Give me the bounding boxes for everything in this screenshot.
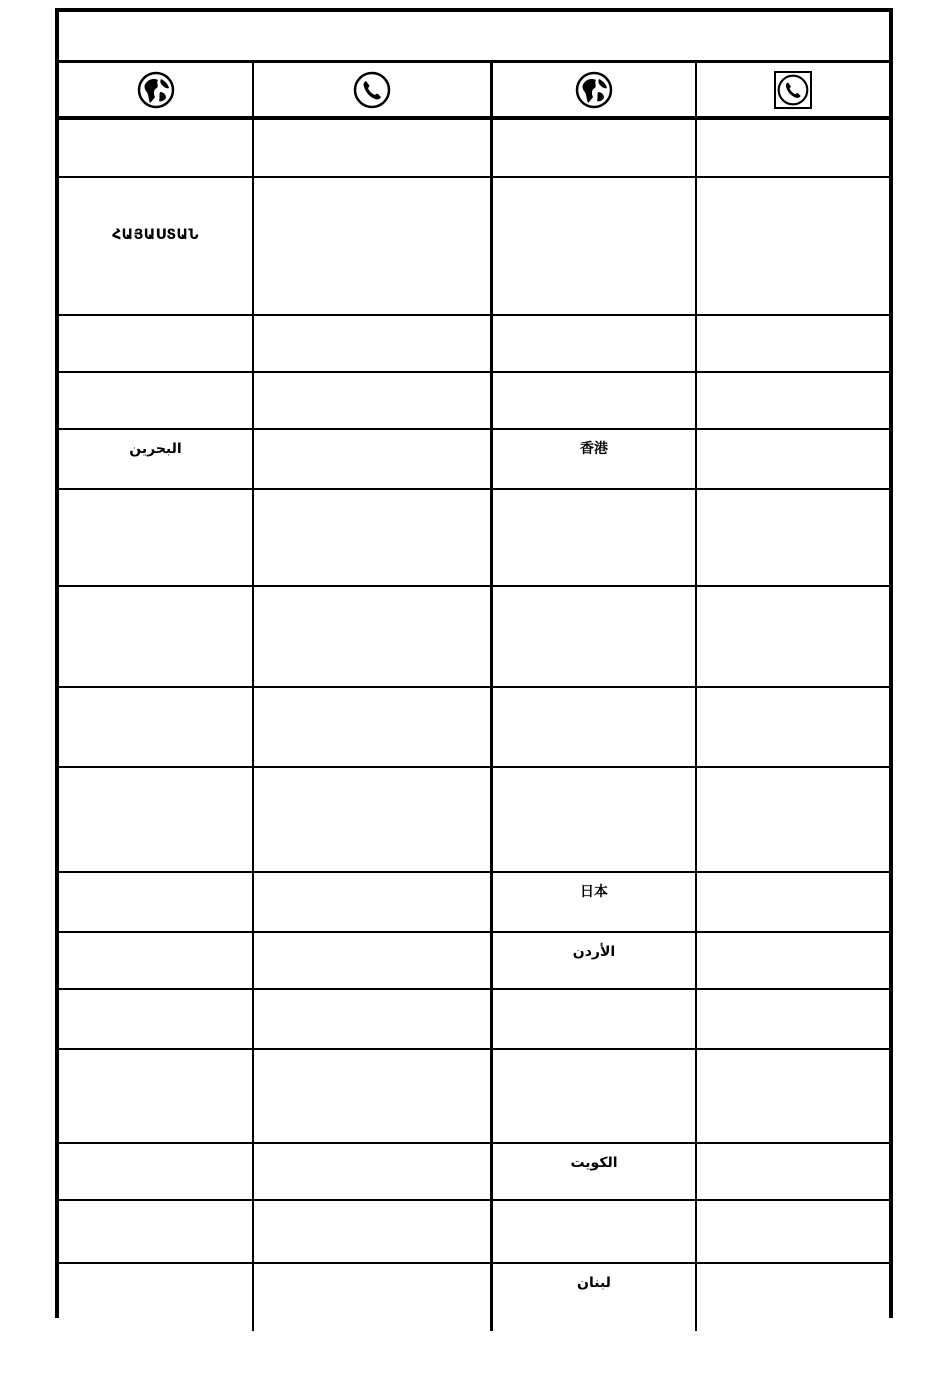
table-row [59,587,889,688]
phone-cell [697,120,889,176]
phone-cell [254,1144,493,1199]
header-phone-cell-2 [697,63,889,116]
phone-cell [254,873,493,931]
country-cell: 香港 [493,430,697,488]
phone-cell [697,430,889,488]
country-cell [493,178,697,314]
country-cell [493,373,697,428]
phone-cell [697,373,889,428]
phone-cell [697,490,889,585]
table-row [59,316,889,373]
country-cell [59,990,254,1048]
phone-cell [697,1050,889,1142]
table-row [59,178,889,316]
country-cell [59,1264,254,1331]
country-cell [493,768,697,871]
phone-cell [254,1050,493,1142]
table-row [59,1264,889,1331]
table-row [59,990,889,1050]
phone-cell [697,587,889,686]
country-cell: البحرين [59,430,254,488]
phone-icon [774,71,812,109]
country-cell [59,587,254,686]
table-row [59,688,889,768]
phone-cell [254,178,493,314]
phone-cell [697,316,889,371]
country-cell [493,1050,697,1142]
phone-cell [254,430,493,488]
country-cell: الكويت [493,1144,697,1199]
phone-cell [254,316,493,371]
country-cell [493,688,697,766]
phone-cell [254,120,493,176]
country-cell [493,316,697,371]
country-cell [59,1201,254,1262]
country-cell [59,873,254,931]
table-row [59,120,889,178]
country-cell [59,120,254,176]
country-cell [493,990,697,1048]
table-row [59,1144,889,1201]
phone-cell [697,688,889,766]
phone-cell [254,768,493,871]
phone-icon [353,71,391,109]
globe-icon [137,71,175,109]
country-cell [59,1050,254,1142]
phone-cell [254,373,493,428]
country-cell: لبنان [493,1264,697,1331]
phone-cell [254,1201,493,1262]
phone-cell [254,933,493,988]
phone-cell [697,178,889,314]
country-cell [59,373,254,428]
country-cell [59,316,254,371]
phone-cell [697,933,889,988]
table-row [59,490,889,587]
globe-icon [575,71,613,109]
header-phone-cell-1 [254,63,493,116]
table-row [59,933,889,990]
country-cell: ՀԱՅԱՍՏԱՆ [59,178,254,314]
country-cell [59,688,254,766]
country-cell [493,120,697,176]
country-cell [59,933,254,988]
country-cell [59,490,254,585]
phone-cell [697,1201,889,1262]
phone-cell [254,990,493,1048]
phone-cell [254,490,493,585]
table-row [59,768,889,873]
phone-cell [697,873,889,931]
table-row [59,1201,889,1264]
table-row [59,373,889,430]
country-cell [493,490,697,585]
phone-cell [254,587,493,686]
country-cell [493,1201,697,1262]
country-cell [493,587,697,686]
country-cell: 日本 [493,873,697,931]
country-cell [59,768,254,871]
table-row [59,430,889,490]
phone-cell [254,1264,493,1331]
table-title-bar [59,12,889,63]
header-country-cell-2 [493,63,697,116]
phone-cell [697,768,889,871]
contact-table-frame [55,8,893,1318]
country-cell: الأردن [493,933,697,988]
phone-cell [697,1144,889,1199]
contact-table [59,63,889,1331]
table-header-row [59,63,889,120]
phone-cell [697,990,889,1048]
country-cell [59,1144,254,1199]
phone-cell [254,688,493,766]
table-row [59,1050,889,1144]
phone-cell [697,1264,889,1331]
table-row [59,873,889,933]
header-country-cell-1 [59,63,254,116]
